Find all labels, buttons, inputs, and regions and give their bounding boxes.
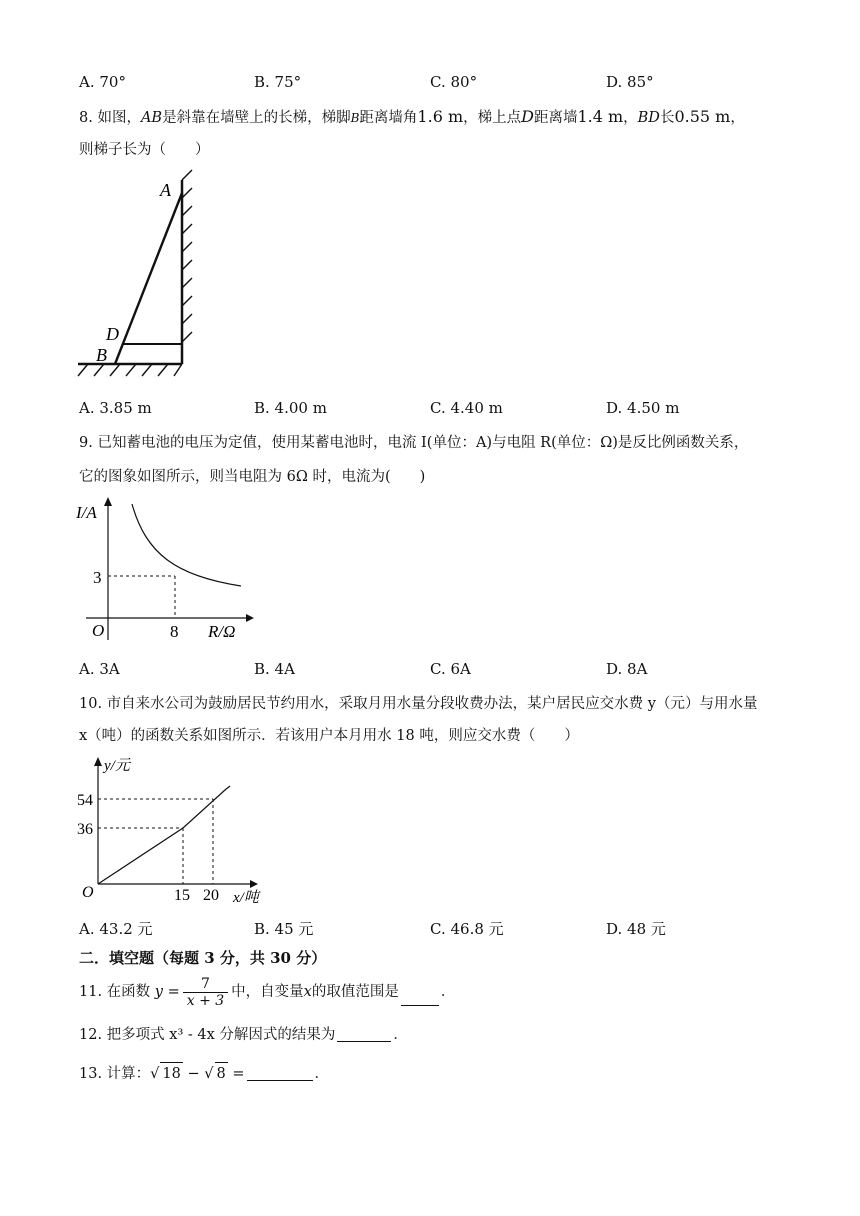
label-b: B	[96, 345, 107, 365]
q8-number: 8.	[79, 110, 93, 126]
q13-text: ．	[314, 1066, 329, 1082]
q10-option-d[interactable]: D. 48 元	[606, 920, 666, 938]
q9-option-b[interactable]: B. 4A	[254, 660, 295, 678]
q7-option-c[interactable]: C. 80°	[430, 73, 478, 91]
q13-question: 13. 计算：√ 18 − √ 8 = ．	[79, 1062, 799, 1085]
q13-radicand-1: 18	[160, 1062, 182, 1085]
q8-text: ，	[623, 110, 638, 126]
q9-option-d[interactable]: D. 8A	[606, 660, 648, 678]
q11-question	[79, 974, 799, 1010]
y-axis-arrow-icon	[94, 757, 102, 766]
y-axis-label: y/元	[104, 758, 130, 774]
q8-dist3: 0.55 m	[674, 107, 731, 126]
q10-question-line1	[79, 693, 799, 715]
q9-line1: 已知蓄电池的电压为定值，使用某蓄电池时，电流 I(单位：A)与电阻 R(单位：Ω)是反比例函数关系，	[97, 435, 749, 451]
q8-options	[79, 399, 799, 421]
q8-ladder-figure	[74, 168, 199, 383]
q8-text: 是斜靠在墙壁上的长梯，梯脚	[162, 110, 351, 126]
q8-option-b[interactable]: B. 4.00 m	[254, 399, 327, 417]
q8-text: ，梯上点	[463, 110, 522, 126]
x-axis-arrow-icon	[246, 614, 254, 622]
q8-dist1: 1.6 m	[417, 107, 464, 126]
q12-number: 12.	[79, 1027, 103, 1043]
q12-text: ．	[393, 1027, 408, 1043]
q8-option-c[interactable]: C. 4.40 m	[430, 399, 503, 417]
q11-number: 11.	[79, 984, 103, 1000]
origin-label: O	[92, 621, 105, 640]
y-tick-54: 54	[77, 792, 93, 809]
x-tick-8: 8	[170, 622, 179, 641]
q8-text: 长	[659, 110, 675, 126]
q12-answer-blank[interactable]	[337, 1041, 391, 1042]
q9-question-line2: 它的图象如图所示，则当电阻为 6Ω 时，电流为( )	[79, 469, 426, 485]
q7-option-b[interactable]: B. 75°	[254, 73, 302, 91]
q13-number: 13.	[79, 1066, 103, 1082]
section-title-fill-in: 二．填空题（每题 3 分，共 30 分）	[79, 949, 327, 967]
q7-options	[79, 73, 799, 95]
q8-dist2: 1.4 m	[577, 107, 624, 126]
q10-line1: 市自来水公司为鼓励居民节约用水，采取月用水量分段收费办法，某户居民应交水费 y（元）与用水量	[106, 696, 758, 712]
x-axis-label: R/Ω	[208, 622, 236, 641]
q10-option-a[interactable]: A. 43.2 元	[79, 920, 153, 938]
origin-label: O	[82, 884, 94, 901]
q8-option-d[interactable]: D. 4.50 m	[606, 399, 680, 417]
q8-b: B	[350, 111, 360, 125]
q11-numerator: 7	[183, 976, 228, 993]
y-tick-3: 3	[93, 568, 102, 587]
q8-option-a[interactable]: A. 3.85 m	[79, 399, 152, 417]
q10-option-c[interactable]: C. 46.8 元	[430, 920, 504, 938]
q13-minus: −	[187, 1066, 200, 1082]
q11-text: ．	[440, 984, 456, 1000]
q9-question-line1	[79, 432, 799, 454]
q13-text: 计算：	[106, 1066, 151, 1082]
q13-radicand-2: 8	[215, 1062, 228, 1085]
q13-equals: =	[232, 1066, 245, 1082]
q7-option-a[interactable]: A. 70°	[79, 73, 126, 91]
q10-options	[79, 918, 799, 940]
y-tick-36: 36	[77, 821, 93, 838]
inverse-curve	[132, 504, 241, 586]
q9-options	[79, 660, 799, 682]
q10-option-b[interactable]: B. 45 元	[254, 920, 314, 938]
x-tick-20: 20	[203, 887, 219, 904]
label-a: A	[160, 180, 171, 200]
q8-bd: BD	[637, 110, 660, 126]
q11-fraction	[183, 976, 228, 1009]
q10-question-line2: x（吨）的函数关系如图所示．若该用户本月用水 18 吨，则应交水费（ ）	[79, 728, 579, 744]
ladder-ab	[115, 193, 182, 364]
q8-question-line1	[79, 106, 799, 129]
ground-hatching	[78, 364, 182, 376]
q9-option-c[interactable]: C. 6A	[430, 660, 471, 678]
x-tick-15: 15	[174, 887, 190, 904]
y-axis-arrow-icon	[104, 497, 112, 506]
q11-text: 的取值范围是	[311, 984, 399, 1000]
q8-text: 如图，	[97, 110, 141, 126]
q10-piecewise-graph	[76, 754, 276, 910]
label-d: D	[106, 324, 119, 344]
q8-question-line2: 则梯子长为（ ）	[79, 142, 210, 158]
x-axis-arrow-icon	[250, 880, 258, 888]
q11-denominator: x + 3	[186, 992, 225, 1009]
q11-x: x	[303, 984, 312, 1000]
q7-option-d[interactable]: D. 85°	[606, 73, 654, 91]
q8-text: 距离墙	[533, 110, 578, 126]
q11-y-eq: y =	[154, 984, 180, 1000]
q9-number: 9.	[79, 435, 93, 451]
wall-hatching	[182, 170, 192, 342]
fee-line	[98, 786, 230, 884]
x-axis-label: x/吨	[233, 890, 259, 906]
q12-question	[79, 1024, 799, 1046]
q9-inverse-graph	[76, 494, 256, 644]
q11-answer-blank[interactable]	[401, 1005, 439, 1006]
q8-d: D	[521, 107, 534, 126]
q10-number: 10.	[79, 696, 103, 712]
q11-text: 在函数	[106, 984, 151, 1000]
q8-ab: AB	[140, 110, 163, 126]
q8-text: ，	[730, 110, 745, 126]
q11-text: 中，自变量	[231, 984, 304, 1000]
y-axis-label: I/A	[76, 503, 97, 522]
q12-text: 把多项式 x³ - 4x 分解因式的结果为	[106, 1027, 336, 1043]
q13-answer-blank[interactable]	[247, 1080, 313, 1081]
q8-text: 距离墙角	[359, 110, 418, 126]
q9-option-a[interactable]: A. 3A	[79, 660, 120, 678]
